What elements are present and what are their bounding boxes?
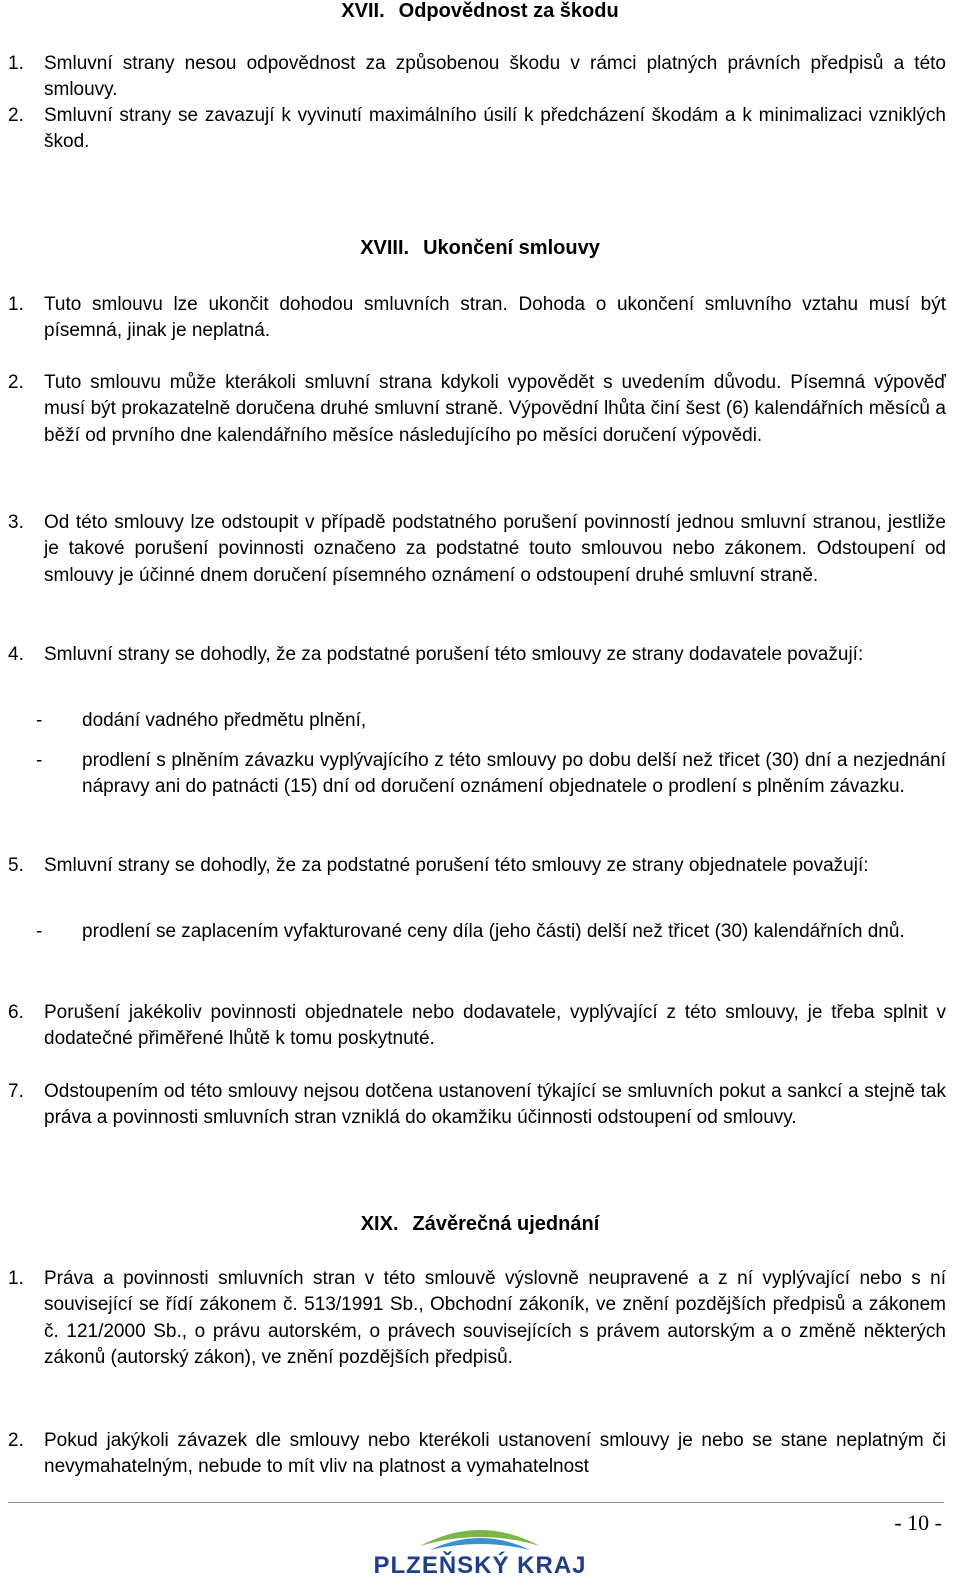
clause-18-6 xyxy=(8,1000,946,1053)
clause-text: Pokud jakýkoli závazek dle smlouvy nebo kterékoli ustanovení smlouvy je nebo se stane neplatným či nevymahatelným, nebude to mít vliv na platnost a vymahatelnost xyxy=(44,1430,946,1478)
section-heading-17 xyxy=(0,0,960,23)
clause-text: Odstoupením od této smlouvy nejsou dotčena ustanovení týkající se smluvních pokut a sankcí a stejně tak práva a povinnosti smluvních stran vzniklá do okamžiku účinnosti odstoupení od smlouvy. xyxy=(44,1081,946,1129)
clause-number: 1. xyxy=(8,53,24,74)
clause-number: 2. xyxy=(8,105,24,126)
clause-text: Smluvní strany se dohodly, že za podstatné porušení této smlouvy ze strany objednatele považují: xyxy=(44,855,869,876)
clause-text: Smluvní strany se dohodly, že za podstatné porušení této smlouvy ze strany dodavatele považují: xyxy=(44,644,864,665)
clause-text: Od této smlouvy lze odstoupit v případě podstatného porušení povinností jednou smluvní stranou, jestliže je takové porušení povinnosti označeno za podstatné touto smlouvou nebo zákonem. Odstoupení od smlouvy je účinné dnem doručení písemného oznámení o odstoupení druhé smluvní straně. xyxy=(44,512,946,586)
bullet-text: prodlení s plněním závazku vyplývajícího z této smlouvy po dobu delší než třicet (30) dní a nezjednání nápravy ani do patnácti (15) dní od doručení oznámení objednatele o prodlení s plněním závazku. xyxy=(82,750,946,798)
clause-text: Tuto smlouvu lze ukončit dohodou smluvních stran. Dohoda o ukončení smluvního vztahu musí být písemná, jinak je neplatná. xyxy=(44,294,946,342)
page-number: - 10 - xyxy=(894,1510,942,1535)
footer-divider xyxy=(8,1502,944,1503)
section-number: XVII. xyxy=(341,0,385,22)
clause-18-3 xyxy=(8,510,946,589)
clause-number: 2. xyxy=(8,372,24,393)
clause-18-1 xyxy=(8,292,946,345)
clause-19-2 xyxy=(8,1428,946,1481)
bullet-item xyxy=(36,708,946,734)
clause-number: 6. xyxy=(8,1002,24,1023)
clause-text: Práva a povinnosti smluvních stran v této smlouvě výslovně neupravené a z ní vyplývající nebo s ní související se řídí zákonem č. 513/1991 Sb., Obchodní zákoník, ve znění pozdějších předpisů a zákonem č. 121/2000 Sb., o právu autorském, o právech souvisejících s právem autorským a o změně některých zákonů (autorský zákon), ve znění pozdějších předpisů. xyxy=(44,1268,946,1369)
clause-text: Smluvní strany nesou odpovědnost za způsobenou škodu v rámci platných právních předpisů a této smlouvy. xyxy=(44,53,946,101)
clause-18-2 xyxy=(8,370,946,449)
bullet-dash: - xyxy=(36,921,43,942)
clause-number: 2. xyxy=(8,1430,24,1451)
section-title: Odpovědnost za škodu xyxy=(398,0,619,22)
section-title: Závěrečná ujednání xyxy=(412,1213,600,1235)
bullet-item xyxy=(36,748,946,801)
logo-text: PLZEŇSKÝ KRAJ xyxy=(373,1552,587,1579)
plzensky-kraj-logo xyxy=(360,1516,600,1582)
bullet-item xyxy=(36,919,946,945)
clause-18-5 xyxy=(8,853,946,879)
clause-number: 1. xyxy=(8,294,24,315)
bullet-text: dodání vadného předmětu plnění, xyxy=(82,710,367,731)
clause-number: 7. xyxy=(8,1081,24,1102)
section-number: XVIII. xyxy=(360,237,410,259)
clause-text: Porušení jakékoliv povinnosti objednatele nebo dodavatele, vyplývající z této smlouvy, je třeba splnit v dodatečné přiměřené lhůtě k tomu poskytnuté. xyxy=(44,1002,946,1050)
section-number: XIX. xyxy=(360,1213,399,1235)
clause-text: Smluvní strany se zavazují k vyvinutí maximálního úsilí k předcházení škodám a k minimalizaci vzniklých škod. xyxy=(44,105,946,153)
clause-18-4 xyxy=(8,642,946,668)
clause-19-1 xyxy=(8,1266,946,1372)
clause-17-2 xyxy=(8,103,946,156)
bullet-dash: - xyxy=(36,710,43,731)
clause-number: 4. xyxy=(8,644,24,665)
clause-17-1 xyxy=(8,51,946,104)
bullet-dash: - xyxy=(36,750,43,771)
clause-18-7 xyxy=(8,1079,946,1132)
section-title: Ukončení smlouvy xyxy=(423,237,600,259)
logo-swoosh-icon xyxy=(360,1516,600,1556)
bullet-text: prodlení se zaplacením vyfakturované ceny díla (jeho části) delší než třicet (30) kalendářních dnů. xyxy=(82,921,905,942)
section-heading-18 xyxy=(0,237,960,260)
clause-number: 1. xyxy=(8,1268,24,1289)
section-heading-19 xyxy=(0,1213,960,1236)
clause-number: 5. xyxy=(8,855,24,876)
clause-text: Tuto smlouvu může kterákoli smluvní strana kdykoli vypovědět s uvedením důvodu. Písemná výpověď musí být prokazatelně doručena druhé smluvní straně. Výpovědní lhůta činí šest (6) kalendářních měsíců a běží od prvního dne kalendářního měsíce následujícího po měsíci doručení výpovědi. xyxy=(44,372,946,446)
clause-number: 3. xyxy=(8,512,24,533)
